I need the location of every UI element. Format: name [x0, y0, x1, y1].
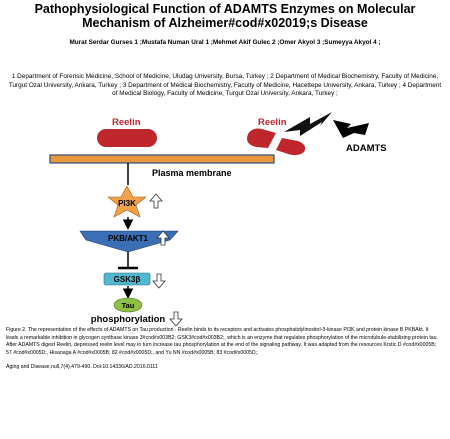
- down-arrow-icon: [170, 312, 182, 326]
- down-arrow-icon: [153, 274, 165, 288]
- adamts-enzyme: [333, 120, 369, 138]
- plasma-membrane-label: Plasma membrane: [152, 168, 232, 178]
- figure-caption: Figure 2. The representation of the effects of ADAMTS on Tau production . Reelin binds to its receptors and activates phosphatidylinositol-3-kinase PI3K and protein kinase B PKBAkt. It leads a remarkable inhibition in glycogen synthase kinase 3#cod#x003B2; GSK3#cod#x003B2;, which is an enzyme that regulates phosphorylation of the microtubule-stabilizing protein tau. After ADAMTS digest Reelin, depressed reelin level may in turn increase tau phosphorylation at the end of the signaling pathway. It was adapted from the resources Krstic D #cod#x0005B; 57 #cod#x0005D;, Hisanaga A #cod#x0005B; 82 #cod#x0005D;, and Yu NN #cod#x0005B; 83 #cod#x0005D;.: [6, 327, 438, 356]
- reelin-protein: [97, 129, 157, 147]
- reelin-fragment-left: [247, 129, 276, 148]
- paper-title: Pathophysiological Function of ADAMTS Enzymes on Molecular Mechanism of Alzheimer#cod#x02019;s Disease: [34, 2, 416, 30]
- pi3k-label: PI3K: [118, 199, 136, 208]
- up-arrow-icon: [150, 194, 162, 208]
- plasma-membrane: [50, 155, 274, 163]
- affiliations: 1 Department of Forensic Medicine, School of Medicine, Uludag University, Bursa, Turkey ; 2 Department of Medical Biochemistry, Faculty of Medicine, Turgut Ozal University, Ankara, Turkey ; 3 Department of Medical Biochemistry, Faculty of Medicine, Hacettepe University, Ankara, Turkey ; 4 Department of Medical Biology, Faculty of Medicine, Turgut Ozal University, Ankara, Turkey ;: [8, 73, 442, 98]
- adamts-label: ADAMTS: [346, 143, 387, 154]
- author-list: Murat Serdar Gurses 1 ;Mustafa Numan Ural 1 ;Mehmet Akif Gulec 2 ;Omer Akyol 3 ;Sumeyya Akyol 4 ;: [69, 39, 381, 46]
- reelin-cut-label: Reelin: [258, 117, 287, 128]
- pathway-figure: [0, 108, 450, 326]
- reelin-label: Reelin: [112, 117, 141, 128]
- citation: Aging and Disease,null,7(4),479-490. Doi:10.14336/AD.2016.0111: [6, 364, 158, 370]
- pkb-label: PKB/AKT1: [107, 234, 149, 243]
- tau-label: Tau: [121, 301, 135, 310]
- gsk3b-label: GSK3β: [113, 275, 141, 284]
- phosphorylation-label: phosphorylation: [90, 314, 166, 325]
- lightning-bolt: [284, 112, 332, 136]
- reelin-fragment-right: [276, 138, 305, 155]
